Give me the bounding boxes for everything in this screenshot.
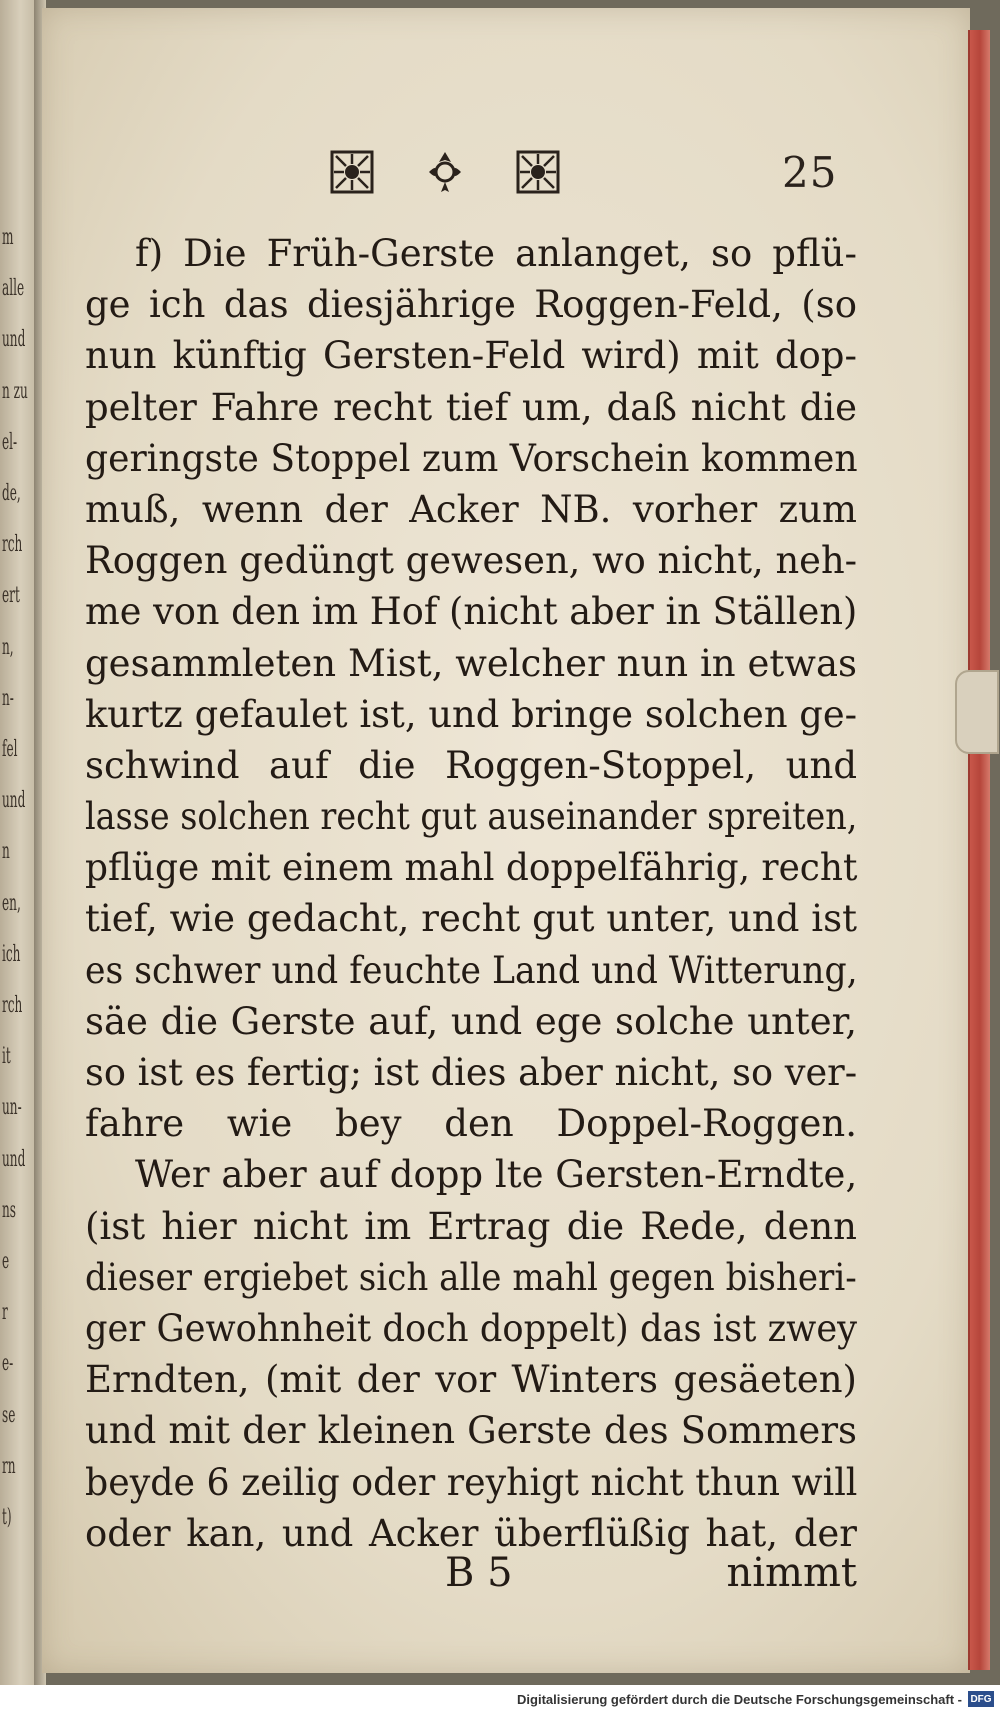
ornament-square-left-icon xyxy=(330,150,374,194)
signature-mark: B 5 xyxy=(445,1550,513,1596)
facing-page-edge xyxy=(0,0,36,1685)
dfg-logo: DFG xyxy=(968,1691,994,1707)
header-ornament xyxy=(330,145,560,199)
page-footer xyxy=(85,1550,857,1610)
facing-page-fragment: n xyxy=(2,839,10,865)
text-line: ger Gewohnheit doch doppelt) das ist zwey xyxy=(85,1306,858,1350)
text-line: säe die Gerste auf, und ege solche unter, xyxy=(85,999,857,1043)
text-line: oder kan, und Acker überflüßig hat, der xyxy=(85,1511,857,1555)
facing-page-fragment: ert xyxy=(2,583,20,609)
facing-page-fragment: rn xyxy=(2,1453,16,1479)
text-line: muß, wenn der Acker NB. vorher zum xyxy=(85,487,857,531)
facing-page-fragment: el- xyxy=(2,429,18,455)
text-line: dieser ergiebet sich alle mahl gegen bisheri- xyxy=(85,1255,857,1299)
text-line: Wer aber auf dopp lte Gersten-Erndte, xyxy=(135,1153,858,1197)
text-line: Erndten, (mit der vor Winters gesäeten) xyxy=(85,1358,857,1402)
text-line: ge ich das diesjährige Roggen-Feld, (so xyxy=(85,283,857,327)
text-line: pelter Fahre recht tief um, daß nicht die xyxy=(85,385,857,429)
facing-page-fragment: n- xyxy=(2,685,14,711)
text-line: gesammleten Mist, welcher nun in etwas xyxy=(85,641,857,685)
facing-page-fragment: und xyxy=(2,788,26,814)
facing-page-fragment: n zu xyxy=(2,378,28,404)
text-line: es schwer und feuchte Land und Witterung, xyxy=(85,948,858,992)
credit-text: Digitalisierung gefördert durch die Deutsche Forschungsgemeinschaft - xyxy=(517,1691,962,1707)
text-line: beyde 6 zeilig oder reyhigt nicht thun will xyxy=(85,1460,858,1504)
facing-page-fragment: it xyxy=(2,1044,11,1070)
facing-page-fragment: se xyxy=(2,1402,16,1428)
facing-page-fragment: r xyxy=(2,1300,8,1326)
facing-page-fragment: e- xyxy=(2,1351,14,1377)
facing-page-fragment: und xyxy=(2,327,26,353)
facing-page-fragment: rch xyxy=(2,993,23,1018)
text-line: und mit der kleinen Gerste des Sommers xyxy=(85,1409,857,1453)
facing-page-fragment: ns xyxy=(2,1197,17,1223)
facing-page-fragment: e xyxy=(2,1249,10,1274)
facing-page-fragment: ich xyxy=(2,941,21,967)
page-number: 25 xyxy=(782,148,838,197)
digitization-credit-bar xyxy=(0,1685,1000,1713)
text-line: schwind auf die Roggen-Stoppel, und xyxy=(85,743,857,787)
facing-page-fragment: n, xyxy=(2,634,14,660)
text-line: lasse solchen recht gut auseinander spreiten, xyxy=(85,795,858,839)
body-text xyxy=(85,228,857,1559)
red-page-edges xyxy=(968,30,990,1670)
text-line: (ist hier nicht im Ertrag die Rede, denn xyxy=(85,1204,857,1248)
text-line: nun künftig Gersten-Feld wird) mit dop- xyxy=(85,334,857,378)
facing-page-fragment: un- xyxy=(2,1095,22,1121)
text-line: fahre wie bey den Doppel-Roggen. xyxy=(85,1102,857,1146)
text-line: Roggen gedüngt gewesen, wo nicht, neh- xyxy=(85,539,858,583)
text-line: so ist es fertig; ist dies aber nicht, so ver- xyxy=(85,1051,858,1094)
text-line: pflüge mit einem mahl doppelfährig, recht xyxy=(85,846,858,890)
text-line: kurtz gefaulet ist, und bringe solchen ge- xyxy=(85,692,858,736)
catchword: nimmt xyxy=(726,1550,857,1596)
fore-edge-clasp xyxy=(955,670,999,754)
facing-page-fragment: m xyxy=(2,225,14,250)
facing-page-fragment: en, xyxy=(2,890,21,916)
facing-page-fragment: alle xyxy=(2,276,25,302)
facing-page-fragment: rch xyxy=(2,532,23,558)
ornament-center-icon xyxy=(425,148,465,196)
text-line: tief, wie gedacht, recht gut unter, und ist xyxy=(85,897,857,941)
facing-page-fragment: de, xyxy=(2,481,21,506)
paragraph-2 xyxy=(85,1149,857,1559)
text-line: me von den im Hof (nicht aber in Ställen) xyxy=(85,590,858,634)
paragraph-1 xyxy=(85,228,857,1149)
facing-page-fragment: und xyxy=(2,1146,26,1172)
facing-page-fragment: t) xyxy=(2,1505,12,1530)
text-line: geringste Stoppel zum Vorschein kommen xyxy=(85,436,858,480)
text-line: f) Die Früh-Gerste anlanget, so pflü- xyxy=(135,232,857,275)
ornament-square-right-icon xyxy=(516,150,560,194)
facing-page-fragment: fel xyxy=(2,737,18,762)
